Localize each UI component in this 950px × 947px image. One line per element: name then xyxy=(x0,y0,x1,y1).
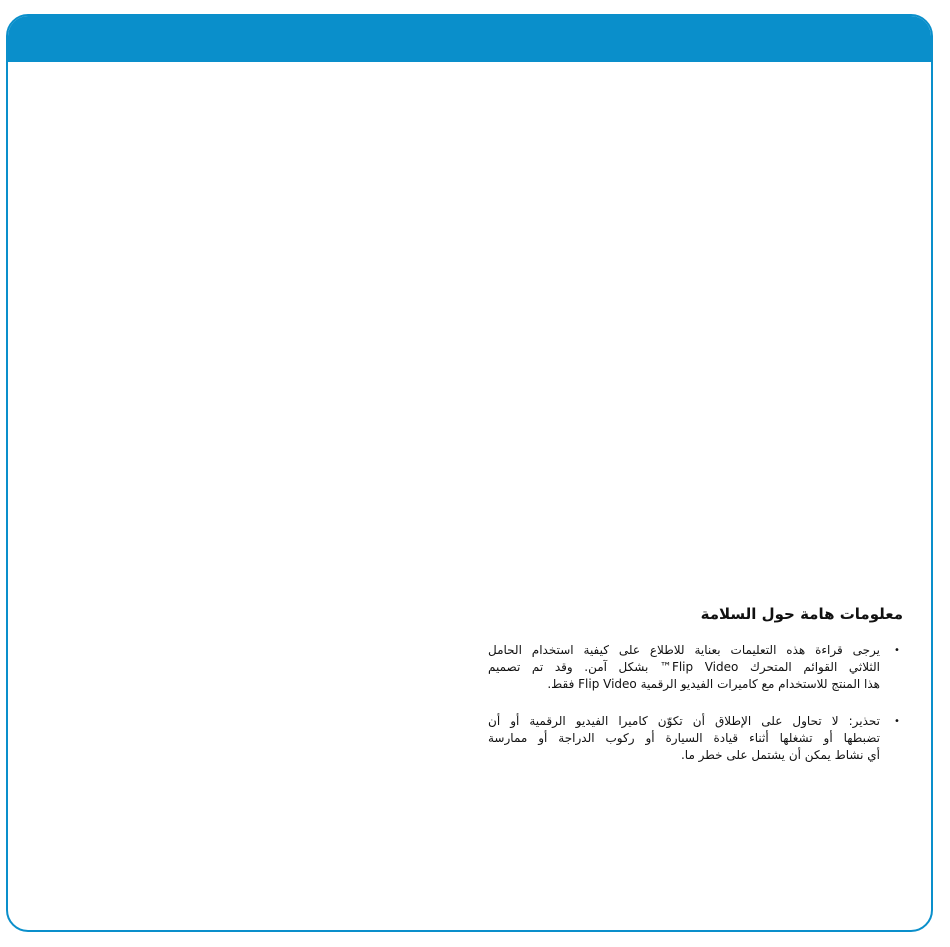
bullet-text-line: الثلاثي القوائم المتحرك Flip Video™ بشكل آمن. وقد تم تصميم xyxy=(488,660,881,674)
safety-info-heading: معلومات هامة حول السلامة xyxy=(700,605,903,623)
list-item xyxy=(488,642,903,693)
header-bar xyxy=(8,16,931,62)
bullet-text xyxy=(488,713,880,764)
bullet-text xyxy=(488,642,880,693)
bullet-text-line: أي نشاط يمكن أن يشتمل على خطر ما. xyxy=(680,748,880,762)
bullet-list xyxy=(488,642,903,784)
bullet-text-line: هذا المنتج للاستخدام مع كاميرات الفيديو الرقمية Flip Video فقط. xyxy=(547,677,880,691)
bullet-text-line: تحذير: لا تحاول على الإطلاق أن تكوّن كاميرا الفيديو الرقمية أو أن xyxy=(488,714,880,728)
bullet-text-line: يرجى قراءة هذه التعليمات بعناية للاطلاع على كيفية استخدام الحامل xyxy=(488,643,880,657)
list-item xyxy=(488,713,903,764)
page-frame xyxy=(6,14,933,932)
bullet-text-line: تضبطها أو تشغلها أثناء قيادة السيارة أو ركوب الدراجة أو ممارسة xyxy=(488,731,880,745)
bullet-marker: • xyxy=(894,645,900,656)
bullet-marker: • xyxy=(894,716,900,727)
